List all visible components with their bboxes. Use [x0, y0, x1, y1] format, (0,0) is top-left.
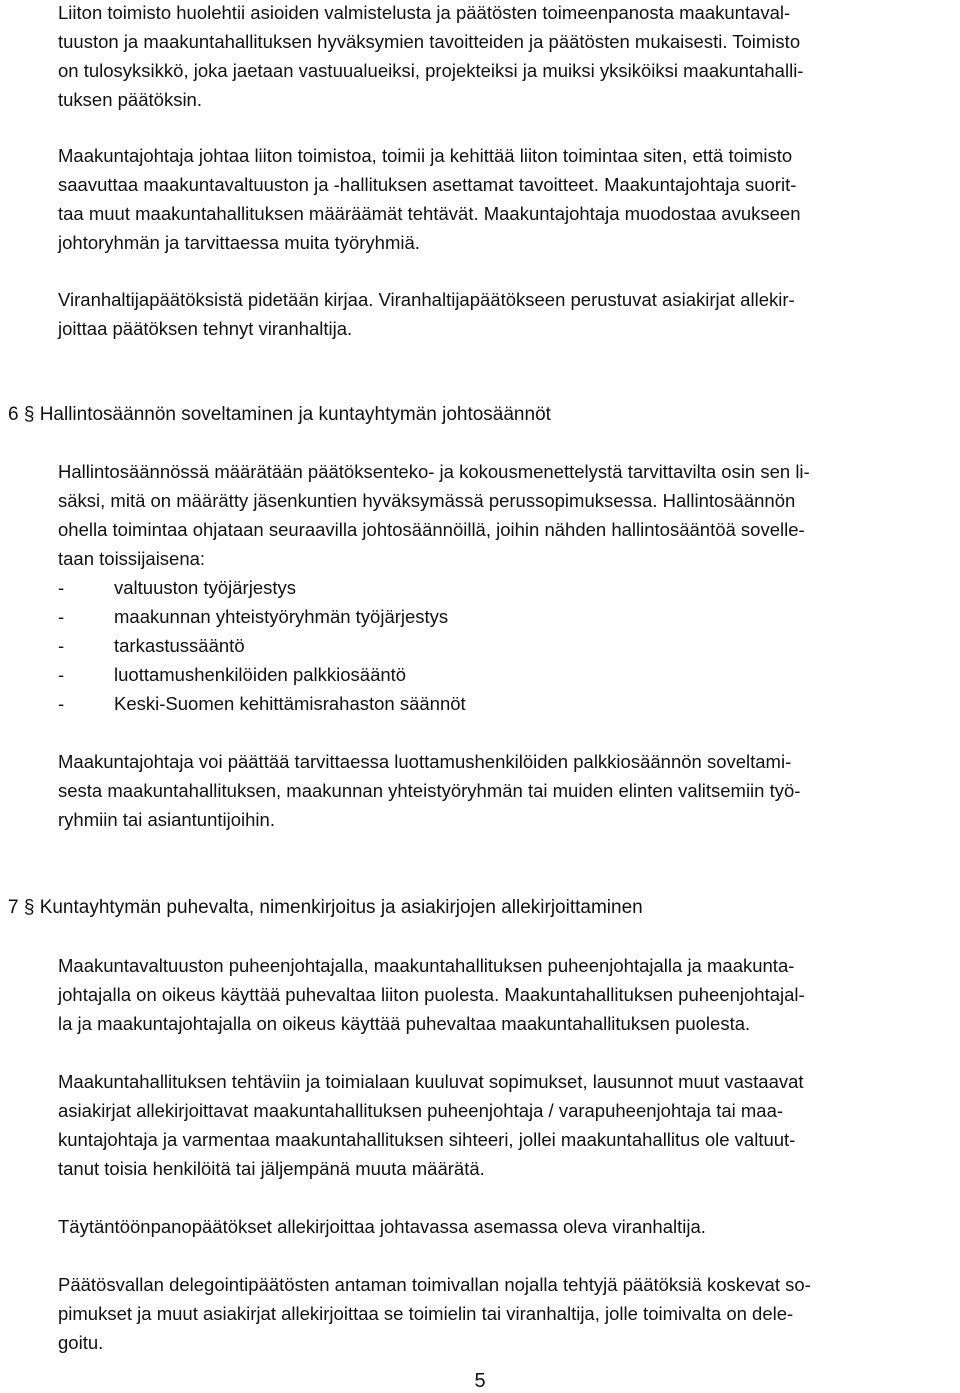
- list-item-text: maakunnan yhteistyöryhmän työjärjestys: [114, 606, 449, 627]
- list-item: [58, 573, 958, 602]
- text-line: tuuston ja maakuntahallituksen hyväksymien tavoitteiden ja päätösten mukaisesti. Toimisto: [58, 31, 801, 52]
- text-line: tanut toisia henkilöitä tai jäljempänä muuta määrätä.: [58, 1158, 485, 1179]
- text-line: tuksen päätöksin.: [58, 89, 202, 110]
- text-line: säksi, mitä on määrätty jäsenkuntien hyväksymässä perussopimuksessa. Hallintosäännön: [58, 490, 796, 511]
- text-line: ryhmiin tai asiantuntijoihin.: [58, 809, 275, 830]
- text-line: taa muut maakuntahallituksen määräämät tehtävät. Maakuntajohtaja muodostaa avukseen: [58, 203, 801, 224]
- text-line: sesta maakuntahallituksen, maakunnan yhteistyöryhmän tai muiden elinten valitsemiin työ-: [58, 780, 801, 801]
- text-line: Maakuntavaltuuston puheenjohtajalla, maakuntahallituksen puheenjohtajalla ja maakunta-: [58, 955, 795, 976]
- paragraph-office-duties: [58, 0, 958, 114]
- paragraph-official-decisions: [58, 285, 958, 343]
- list-dash: -: [58, 635, 65, 656]
- text-line: Maakuntajohtaja johtaa liiton toimistoa, toimii ja kehittää liiton toimintaa siten, että toimisto: [58, 145, 793, 166]
- paragraph-administrative-rules: [58, 457, 958, 573]
- text-line: Maakuntajohtaja voi päättää tarvittaessa luottamushenkilöiden palkkiosäännön soveltami-: [58, 751, 792, 772]
- rules-list: [58, 573, 958, 718]
- list-item: [58, 602, 958, 631]
- text-line: saavuttaa maakuntavaltuuston ja -hallituksen asettamat tavoitteet. Maakuntajohtaja suorit-: [58, 174, 797, 195]
- section-7-heading: 7 § Kuntayhtymän puhevalta, nimenkirjoitus ja asiakirjojen allekirjoittaminen: [8, 897, 643, 918]
- paragraph-delegation: [58, 1270, 958, 1357]
- list-item: [58, 631, 958, 660]
- list-item-text: tarkastussääntö: [114, 635, 245, 656]
- text-line: Viranhaltijapäätöksistä pidetään kirjaa. Viranhaltijapäätökseen perustuvat asiakirjat allekir-: [58, 289, 795, 310]
- list-dash: -: [58, 577, 65, 598]
- text-line: on tulosyksikkö, joka jaetaan vastuualueiksi, projekteiksi ja muiksi yksiköiksi maakuntahalli-: [58, 60, 804, 81]
- text-line: johtoryhmän ja tarvittaessa muita työryhmiä.: [58, 232, 420, 253]
- list-dash: -: [58, 606, 65, 627]
- paragraph-enforcement-decisions: [58, 1212, 958, 1241]
- list-item: [58, 660, 958, 689]
- text-line: Päätösvallan delegointipäätösten antaman toimivallan nojalla tehtyjä päätöksiä koskevat so-: [58, 1274, 811, 1295]
- text-line: Hallintosäännössä määrätään päätöksenteko- ja kokousmenettelystä tarvittavilta osin sen li-: [58, 461, 810, 482]
- paragraph-fee-rules: [58, 747, 958, 834]
- text-line: pimukset ja muut asiakirjat allekirjoittaa se toimielin tai viranhaltija, jolle toimivalta on dele-: [58, 1303, 794, 1324]
- text-line: goitu.: [58, 1332, 104, 1353]
- page-number: 5: [474, 1370, 486, 1392]
- text-line: Täytäntöönpanopäätökset allekirjoittaa johtavassa asemassa oleva viranhaltija.: [58, 1216, 706, 1237]
- text-line: ohella toimintaa ohjataan seuraavilla johtosäännöillä, joihin nähden hallintosääntöä sovelle-: [58, 519, 805, 540]
- text-line: Maakuntahallituksen tehtäviin ja toimialaan kuuluvat sopimukset, lausunnot muut vastaavat: [58, 1071, 804, 1092]
- paragraph-right-to-speak: [58, 951, 958, 1038]
- text-line: kuntajohtaja ja varmentaa maakuntahallituksen sihteeri, jollei maakuntahallitus ole valtuut-: [58, 1129, 796, 1150]
- text-line: asiakirjat allekirjoittavat maakuntahallituksen puheenjohtaja / varapuheenjohtaja tai maa-: [58, 1100, 784, 1121]
- list-item-text: luottamushenkilöiden palkkiosääntö: [114, 664, 407, 685]
- text-line: johtajalla on oikeus käyttää puhevaltaa liiton puolesta. Maakuntahallituksen puheenjohtajal-: [58, 984, 805, 1005]
- text-line: la ja maakuntajohtajalla on oikeus käyttää puhevaltaa maakuntahallituksen puolesta.: [58, 1013, 751, 1034]
- text-line: joittaa päätöksen tehnyt viranhaltija.: [58, 318, 353, 339]
- list-item: [58, 689, 958, 718]
- paragraph-signing-documents: [58, 1067, 958, 1183]
- section-6-heading: 6 § Hallintosäännön soveltaminen ja kuntayhtymän johtosäännöt: [8, 404, 551, 425]
- list-item-text: Keski-Suomen kehittämisrahaston säännöt: [114, 693, 466, 714]
- text-line: Liiton toimisto huolehtii asioiden valmistelusta ja päätösten toimeenpanosta maakuntaval-: [58, 2, 791, 23]
- text-line: taan toissijaisena:: [58, 548, 206, 569]
- list-dash: -: [58, 693, 65, 714]
- paragraph-director-duties: [58, 141, 958, 257]
- list-dash: -: [58, 664, 65, 685]
- list-item-text: valtuuston työjärjestys: [114, 577, 297, 598]
